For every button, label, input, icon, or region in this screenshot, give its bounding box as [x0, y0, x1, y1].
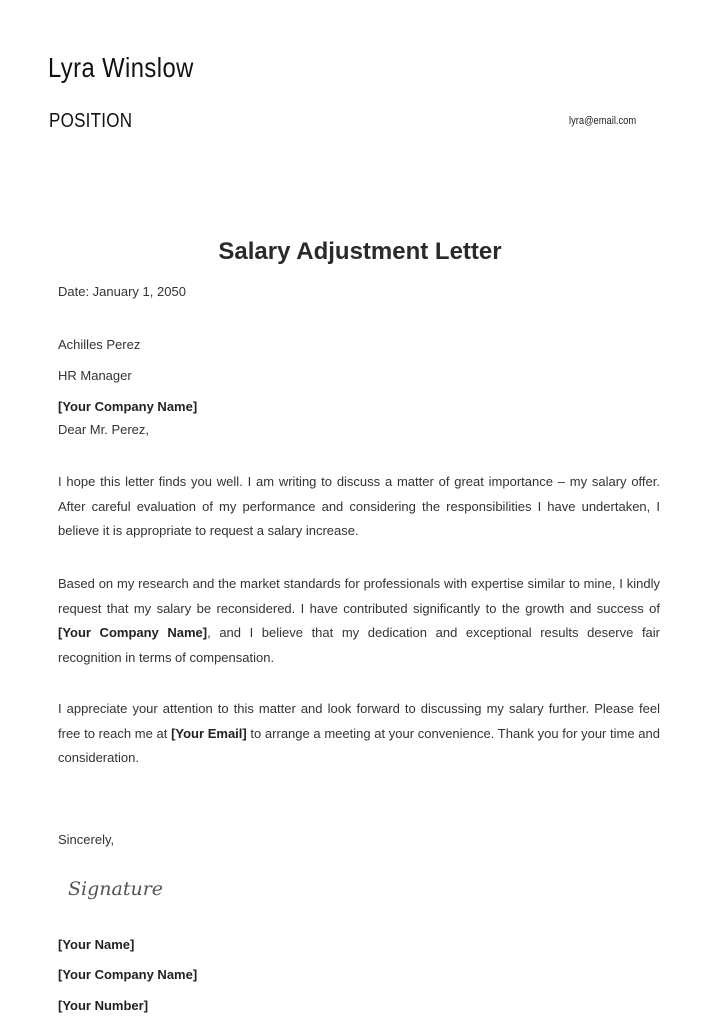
recipient-title: HR Manager: [58, 368, 132, 383]
paragraph-2: [58, 572, 660, 670]
paragraph-2-text-b: , and I believe that my dedication and exceptional results deserve fair recognition in terms of compensation.: [58, 625, 660, 665]
signature: Signature: [68, 878, 164, 900]
paragraph-3-email-placeholder: [Your Email]: [171, 725, 247, 741]
letter-date: Date: January 1, 2050: [58, 284, 186, 299]
recipient-company: [Your Company Name]: [58, 399, 198, 414]
recipient-name: Achilles Perez: [58, 337, 141, 352]
sender-company: [Your Company Name]: [58, 967, 198, 982]
sender-name-heading: Lyra Winslow: [48, 52, 194, 83]
paragraph-2-company-placeholder: [Your Company Name]: [58, 625, 208, 640]
paragraph-2-text-a: Based on my research and the market standards for professionals with expertise similar to mine, I kindly request that my salary be reconsidered. I have contributed significantly to the growth and success of: [58, 576, 660, 616]
salutation: Dear Mr. Perez,: [58, 422, 150, 437]
sender-number: [Your Number]: [58, 998, 149, 1013]
paragraph-1: I hope this letter finds you well. I am writing to discuss a matter of great importance – my salary offer. After careful evaluation of my performance and considering the responsibilities I have undertaken, I believe it is appropriate to request a salary increase.: [58, 474, 660, 538]
paragraph-3-text-a: I appreciate your attention to this matter and look forward to discussing my salary further. Please feel free to reach me at: [58, 701, 660, 741]
header-email: lyra@email.com: [569, 115, 637, 127]
paragraph-3-text-b: to arrange a meeting at your convenience. Thank you for your time and consideration.: [58, 725, 660, 765]
sender-name: [Your Name]: [58, 937, 135, 952]
closing: Sincerely,: [58, 832, 115, 847]
position-heading: POSITION: [49, 110, 133, 132]
letter-title: Salary Adjustment Letter: [218, 238, 502, 265]
paragraph-3: [58, 697, 660, 771]
